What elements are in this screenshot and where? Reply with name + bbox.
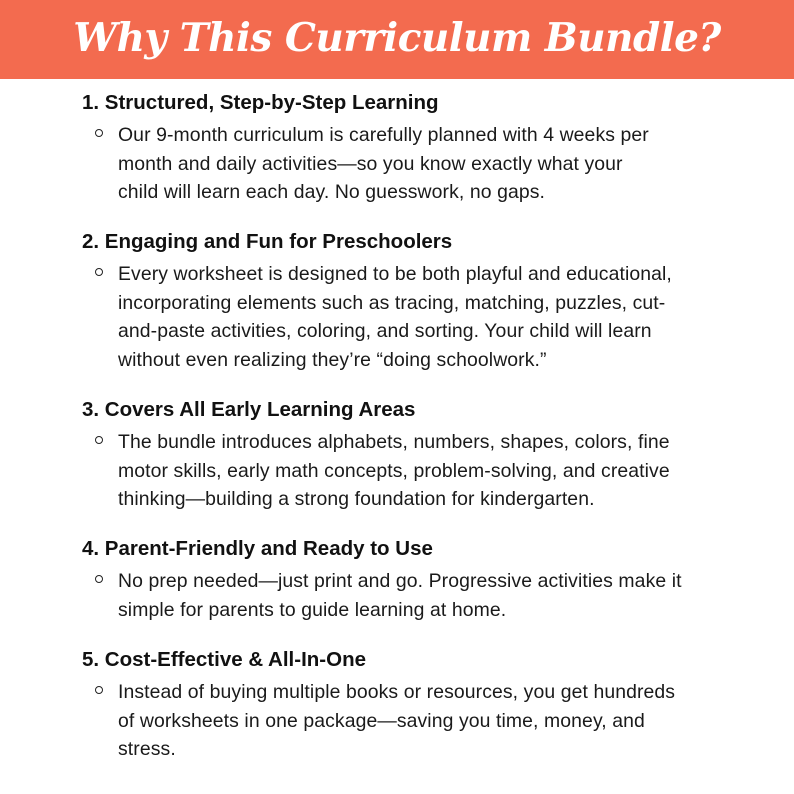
description-line: Instead of buying multiple books or resources, you get hundreds [118,681,676,703]
description-line: without even realizing they’re “doing schoolwork.” [118,348,547,371]
description-line: of worksheets in one package—saving you time, money, and [118,709,645,732]
description-line: stress. [118,738,176,760]
benefit-heading: 3. Covers All Early Learning Areas [82,398,416,421]
benefit-heading: 2. Engaging and Fun for Preschoolers [82,230,453,253]
benefit-description [118,678,758,764]
benefit-description [118,567,758,624]
benefit-heading: 5. Cost-Effective & All-In-One [82,648,366,671]
description-line: The bundle introduces alphabets, numbers, shapes, colors, fine [118,431,670,453]
bullet-circle-icon [95,575,103,583]
bullet-circle-icon [95,129,103,137]
benefit-description [118,260,758,374]
bullet-circle-icon [95,268,103,276]
description-line: simple for parents to guide learning at home. [118,598,507,621]
benefit-heading: 4. Parent-Friendly and Ready to Use [82,537,433,560]
description-line: motor skills, early math concepts, problem-solving, and creative [118,459,670,482]
benefit-description [118,428,758,514]
description-line: incorporating elements such as tracing, matching, puzzles, cut- [118,291,666,314]
description-line: Every worksheet is designed to be both playful and educational, [118,263,672,285]
bullet-circle-icon [95,436,103,444]
title-banner [0,0,794,79]
description-line: and-paste activities, coloring, and sorting. Your child will learn [118,320,652,342]
description-line: child will learn each day. No guesswork, no gaps. [118,181,546,203]
bullet-circle-icon [95,686,103,694]
description-line: No prep needed—just print and go. Progressive activities make it [118,570,682,592]
page-title: Why This Curriculum Bundle? [73,14,721,61]
benefit-description [118,121,758,207]
description-line: thinking—building a strong foundation for kindergarten. [118,488,595,510]
benefit-heading: 1. Structured, Step-by-Step Learning [82,91,439,114]
description-line: Our 9-month curriculum is carefully planned with 4 weeks per [118,124,649,146]
description-line: month and daily activities—so you know exactly what your [118,152,623,175]
